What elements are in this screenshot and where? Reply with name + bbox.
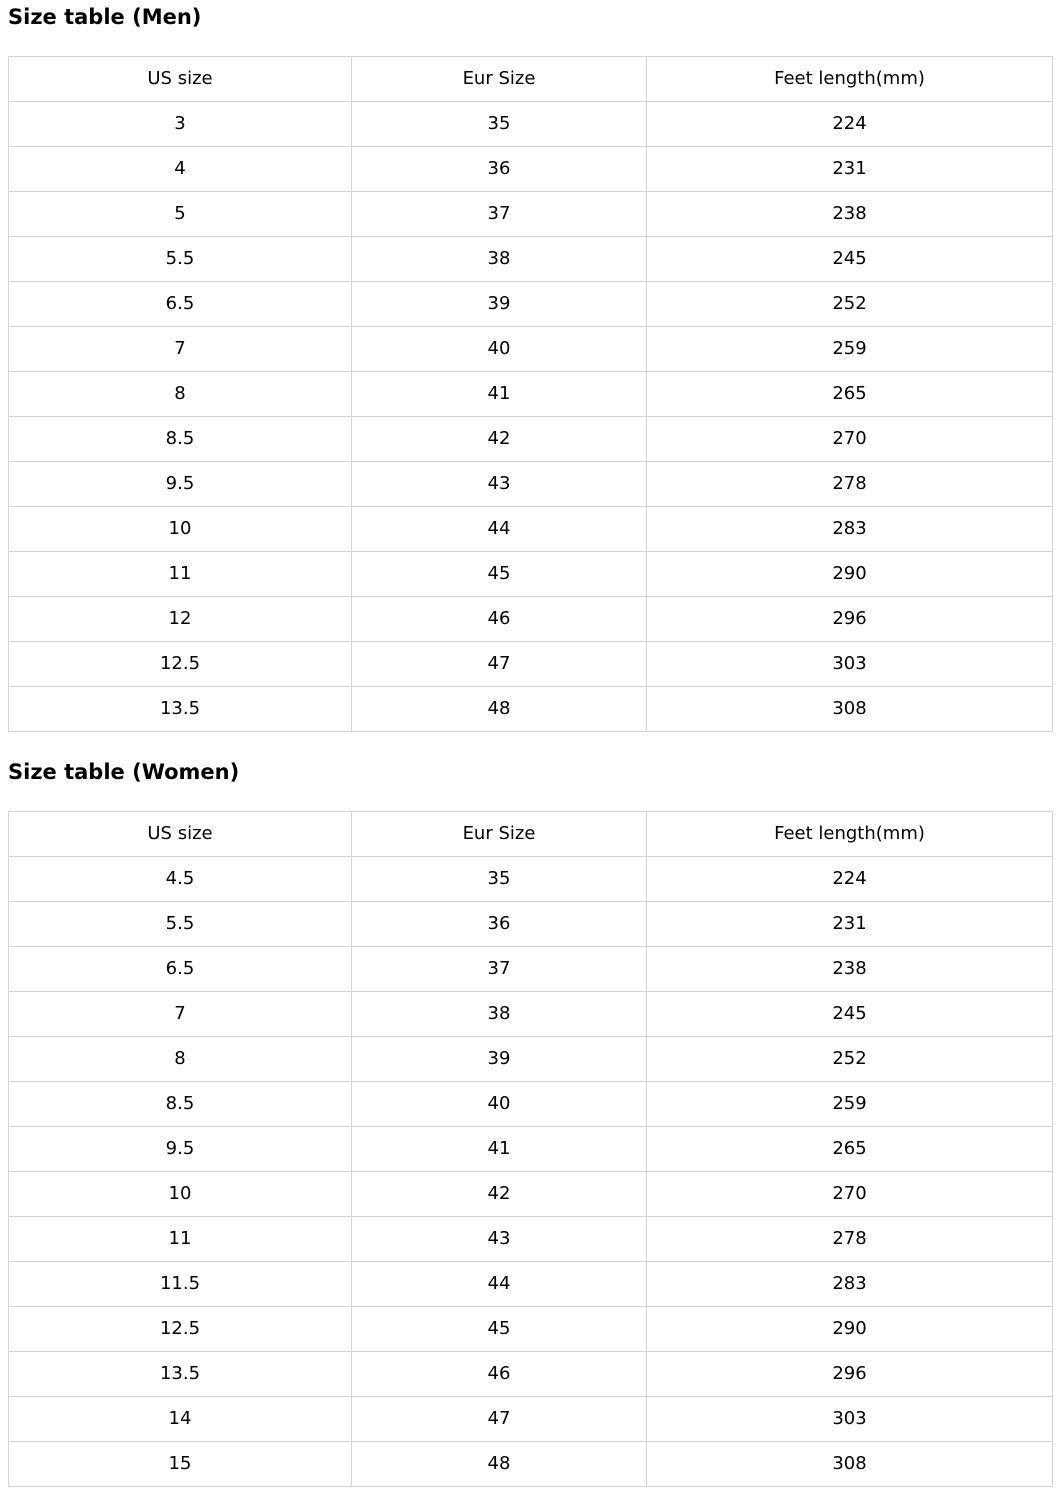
eur-size-cell: 35: [352, 857, 647, 902]
us-size-cell: 11: [9, 1217, 352, 1262]
us-size-cell: 13.5: [9, 1352, 352, 1397]
feet-length-cell: 270: [647, 417, 1053, 462]
table-row: [9, 1217, 1053, 1262]
eur-size-cell: 39: [352, 1037, 647, 1082]
table-row: [9, 552, 1053, 597]
eur-size-cell: 47: [352, 1397, 647, 1442]
us-size-cell: 5: [9, 192, 352, 237]
us-size-cell: 9.5: [9, 1127, 352, 1172]
eur-size-cell: 46: [352, 597, 647, 642]
feet-length-cell: 308: [647, 687, 1053, 732]
column-header-eur-size: Eur Size: [352, 812, 647, 857]
feet-length-cell: 290: [647, 552, 1053, 597]
feet-length-cell: 224: [647, 857, 1053, 902]
us-size-cell: 8: [9, 1037, 352, 1082]
eur-size-cell: 38: [352, 237, 647, 282]
us-size-cell: 12.5: [9, 642, 352, 687]
feet-length-cell: 283: [647, 1262, 1053, 1307]
feet-length-cell: 224: [647, 102, 1053, 147]
table-header-row: [9, 57, 1053, 102]
table-row: [9, 687, 1053, 732]
us-size-cell: 6.5: [9, 282, 352, 327]
feet-length-cell: 231: [647, 147, 1053, 192]
us-size-cell: 8.5: [9, 1082, 352, 1127]
us-size-cell: 6.5: [9, 947, 352, 992]
us-size-cell: 8: [9, 372, 352, 417]
us-size-cell: 12.5: [9, 1307, 352, 1352]
feet-length-cell: 308: [647, 1442, 1053, 1487]
eur-size-cell: 44: [352, 1262, 647, 1307]
column-header-feet-length: Feet length(mm): [647, 812, 1053, 857]
us-size-cell: 12: [9, 597, 352, 642]
table-row: [9, 642, 1053, 687]
us-size-cell: 15: [9, 1442, 352, 1487]
table-row: [9, 1172, 1053, 1217]
feet-length-cell: 290: [647, 1307, 1053, 1352]
table-row: [9, 1127, 1053, 1172]
us-size-cell: 7: [9, 327, 352, 372]
eur-size-cell: 48: [352, 687, 647, 732]
feet-length-cell: 296: [647, 1352, 1053, 1397]
eur-size-cell: 48: [352, 1442, 647, 1487]
feet-length-cell: 278: [647, 1217, 1053, 1262]
feet-length-cell: 245: [647, 992, 1053, 1037]
table-row: [9, 147, 1053, 192]
column-header-eur-size: Eur Size: [352, 57, 647, 102]
column-header-us-size: US size: [9, 57, 352, 102]
feet-length-cell: 252: [647, 282, 1053, 327]
table-row: [9, 597, 1053, 642]
table-row: [9, 462, 1053, 507]
women-size-table: [8, 811, 1053, 1487]
us-size-cell: 10: [9, 507, 352, 552]
table-row: [9, 327, 1053, 372]
feet-length-cell: 296: [647, 597, 1053, 642]
feet-length-cell: 238: [647, 947, 1053, 992]
us-size-cell: 13.5: [9, 687, 352, 732]
eur-size-cell: 38: [352, 992, 647, 1037]
eur-size-cell: 44: [352, 507, 647, 552]
table-row: [9, 237, 1053, 282]
eur-size-cell: 40: [352, 327, 647, 372]
us-size-cell: 4: [9, 147, 352, 192]
eur-size-cell: 37: [352, 192, 647, 237]
eur-size-cell: 36: [352, 147, 647, 192]
eur-size-cell: 36: [352, 902, 647, 947]
feet-length-cell: 270: [647, 1172, 1053, 1217]
eur-size-cell: 42: [352, 1172, 647, 1217]
table-row: [9, 282, 1053, 327]
eur-size-cell: 42: [352, 417, 647, 462]
table-row: [9, 1082, 1053, 1127]
feet-length-cell: 303: [647, 642, 1053, 687]
column-header-feet-length: Feet length(mm): [647, 57, 1053, 102]
feet-length-cell: 259: [647, 327, 1053, 372]
feet-length-cell: 283: [647, 507, 1053, 552]
women-size-table-title: Size table (Women): [8, 760, 240, 784]
feet-length-cell: 278: [647, 462, 1053, 507]
us-size-cell: 8.5: [9, 417, 352, 462]
eur-size-cell: 45: [352, 552, 647, 597]
feet-length-cell: 238: [647, 192, 1053, 237]
feet-length-cell: 231: [647, 902, 1053, 947]
table-row: [9, 372, 1053, 417]
table-row: [9, 1037, 1053, 1082]
table-row: [9, 192, 1053, 237]
eur-size-cell: 41: [352, 372, 647, 417]
column-header-us-size: US size: [9, 812, 352, 857]
eur-size-cell: 40: [352, 1082, 647, 1127]
table-row: [9, 947, 1053, 992]
eur-size-cell: 47: [352, 642, 647, 687]
us-size-cell: 3: [9, 102, 352, 147]
eur-size-cell: 41: [352, 1127, 647, 1172]
eur-size-cell: 37: [352, 947, 647, 992]
us-size-cell: 4.5: [9, 857, 352, 902]
us-size-cell: 9.5: [9, 462, 352, 507]
table-row: [9, 102, 1053, 147]
table-row: [9, 1397, 1053, 1442]
table-row: [9, 1262, 1053, 1307]
eur-size-cell: 45: [352, 1307, 647, 1352]
feet-length-cell: 252: [647, 1037, 1053, 1082]
table-row: [9, 1307, 1053, 1352]
men-size-table-title: Size table (Men): [8, 5, 202, 29]
table-row: [9, 507, 1053, 552]
us-size-cell: 11.5: [9, 1262, 352, 1307]
feet-length-cell: 259: [647, 1082, 1053, 1127]
table-row: [9, 1352, 1053, 1397]
feet-length-cell: 245: [647, 237, 1053, 282]
table-row: [9, 992, 1053, 1037]
feet-length-cell: 265: [647, 1127, 1053, 1172]
us-size-cell: 10: [9, 1172, 352, 1217]
eur-size-cell: 39: [352, 282, 647, 327]
us-size-cell: 7: [9, 992, 352, 1037]
table-row: [9, 417, 1053, 462]
eur-size-cell: 46: [352, 1352, 647, 1397]
men-size-table: [8, 56, 1053, 732]
eur-size-cell: 43: [352, 1217, 647, 1262]
us-size-cell: 11: [9, 552, 352, 597]
table-row: [9, 857, 1053, 902]
us-size-cell: 5.5: [9, 902, 352, 947]
table-row: [9, 902, 1053, 947]
us-size-cell: 5.5: [9, 237, 352, 282]
eur-size-cell: 43: [352, 462, 647, 507]
eur-size-cell: 35: [352, 102, 647, 147]
table-header-row: [9, 812, 1053, 857]
feet-length-cell: 303: [647, 1397, 1053, 1442]
table-row: [9, 1442, 1053, 1487]
us-size-cell: 14: [9, 1397, 352, 1442]
feet-length-cell: 265: [647, 372, 1053, 417]
